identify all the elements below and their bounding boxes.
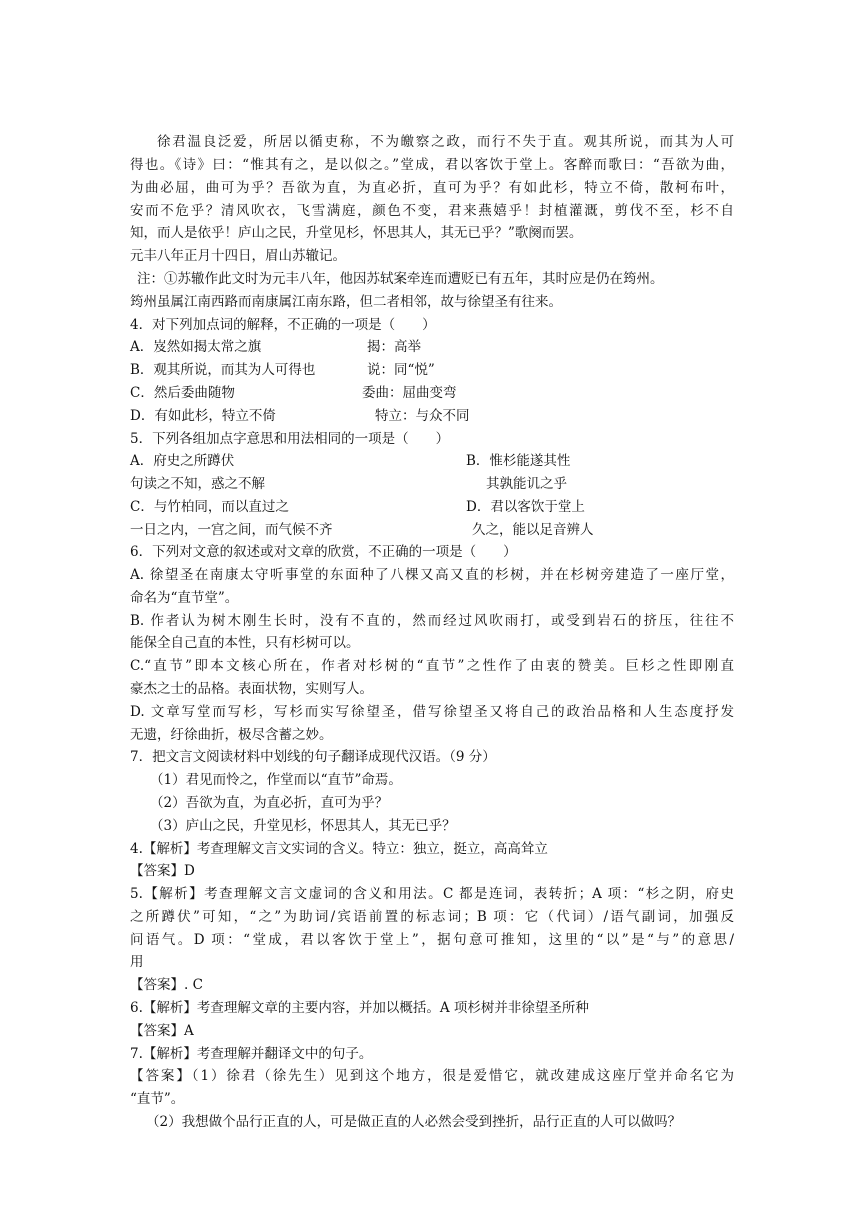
passage-line: 知，而人是依乎！庐山之民，升堂见杉，怀思其人，其无已乎？”歌阕而罢。 [130,225,583,241]
analysis-line: 用 [130,954,144,970]
q6-option-line: 无遗，纡徐曲折，极尽含蓄之妙。 [130,727,333,743]
q4-option-b-gloss: 说：同“悦” [367,362,435,378]
question-7-stem: 7．把文言文阅读材料中划线的句子翻译成现代汉语。（9 分） [130,749,496,765]
q5-option-a-compare: 句读之不知，惑之不解 [130,476,265,492]
q5-option-d: D．君以客饮于堂上 [466,499,585,515]
q6-option-line: 豪杰之士的品格。表面状物，实则写人。 [130,681,373,697]
analysis-line: 之所蹲伏”可知，“之”为助词/宾语前置的标志词；B 项：它（代词）/语气副词，加强反 [130,909,734,925]
q5-option-a: A．府史之所蹲伏 [130,453,235,469]
question-4-stem: 4．对下列加点词的解释，不正确的一项是（ ） [130,317,436,333]
q4-option-a-gloss: 揭：高举 [367,339,421,355]
q5-option-c: C．与竹柏同，而以直过之 [130,499,289,515]
analysis-line: 5.【解析】考查理解文言文虚词的含义和用法。C 都是连词，表转折；A 项：“杉之阴，府史 [130,886,734,902]
q7-item: （1）君见而怜之，作堂而以“直节”命焉。 [150,772,402,788]
q4-option-c: C．然后委曲随物 [130,385,235,401]
passage-note: 筠州虽属江南西路而南康属江南东路，但二者相邻，故与徐望圣有往来。 [130,294,562,310]
answer-line: 【答案】. C [130,977,203,993]
analysis-line: 4.【解析】考查理解文言文实词的含义。特立：独立，挺立，高高耸立 [130,841,548,857]
question-5-stem: 5．下列各组加点字意思和用法相同的一项是（ ） [130,431,450,447]
q6-option-line: 命名为“直节堂”。 [130,590,239,606]
question-6-stem: 6．下列对文意的叙述或对文章的欣赏，不正确的一项是（ ） [130,544,517,560]
answer-line: （2）我想做个品行正直的人，可是做正直的人必然会受到挫折，品行正直的人可以做吗？ [146,1114,682,1130]
q4-option-c-gloss: 委曲：屈曲变弯 [362,385,457,401]
q6-option-line: 能保全自己直的本性，只有杉树可以。 [130,635,360,651]
q4-option-b: B．观其所说，而其为人可得也 [130,362,316,378]
q6-option-line: C.“直节”即本文核心所在，作者对杉树的“直节”之性作了由衷的赞美。巨杉之性即刚直 [130,658,734,674]
q7-item: （2）吾欲为直，为直必折，直可为乎？ [150,795,389,811]
q5-option-b: B．惟杉能遂其性 [466,453,571,469]
q4-option-a: A．岌然如揭太常之旗 [130,339,262,355]
passage-line: 得也。《诗》曰：“惟其有之，是以似之。”堂成，君以客饮于堂上。客醉而歌曰：“吾欲为曲， [130,157,734,173]
passage-line: 徐君温良泛爱，所居以循吏称，不为皦察之政，而行不失于直。观其所说，而其为人可 [157,134,734,150]
q4-option-d: D．有如此杉，特立不倚 [130,408,276,424]
q6-option-line: D. 文章写堂而写杉，写杉而实写徐望圣，借写徐望圣又将自己的政治品格和人生态度抒发 [130,704,734,720]
analysis-line: 问语气。D 项：“堂成，君以客饮于堂上”，据句意可推知，这里的“以”是“与”的意思/ [130,932,734,948]
q6-option-line: B. 作者认为树木刚生长时，没有不直的，然而经过风吹雨打，或受到岩石的挤压，往往不 [130,613,734,629]
passage-note: 注：①苏辙作此文时为元丰八年，他因苏轼案牵连而遭贬已有五年，其时应是仍在筠州。 [137,271,664,287]
q5-option-b-compare: 其孰能讥之乎 [486,476,567,492]
answer-line: “直节”。 [130,1091,185,1107]
passage-line: 安而不危乎？清风吹衣，飞雪满庭，颜色不变，君来燕嬉乎！封植灌溉，剪伐不至，杉不自 [130,203,734,219]
q7-item: （3）庐山之民，升堂见杉，怀思其人，其无已乎？ [150,818,456,834]
answer-line: 【答案】（1）徐君（徐先生）见到这个地方，很是爱惜它，就改建成这座厅堂并命名它为 [130,1068,734,1084]
answer-line: 【答案】D [130,863,195,879]
q4-option-d-gloss: 特立：与众不同 [375,408,470,424]
answer-line: 【答案】A [130,1023,194,1039]
q6-option-line: A. 徐望圣在南康太守听事堂的东面种了八棵又高又直的杉树，并在杉树旁建造了一座厅堂， [130,567,734,583]
analysis-line: 7.【解析】考查理解并翻译文中的句子。 [130,1046,373,1062]
passage-signature: 元丰八年正月十四日，眉山苏辙记。 [130,248,346,264]
analysis-line: 6.【解析】考查理解文章的主要内容，并加以概括。A 项杉树并非徐望圣所种 [130,1000,589,1016]
passage-line: 为曲必屈，曲可为乎？吾欲为直，为直必折，直可为乎？有如此杉，特立不倚，散柯布叶， [130,180,734,196]
q5-option-c-compare: 一日之内，一宫之间，而气候不齐 [130,522,333,538]
q5-option-d-compare: 久之，能以足音辨人 [472,522,594,538]
